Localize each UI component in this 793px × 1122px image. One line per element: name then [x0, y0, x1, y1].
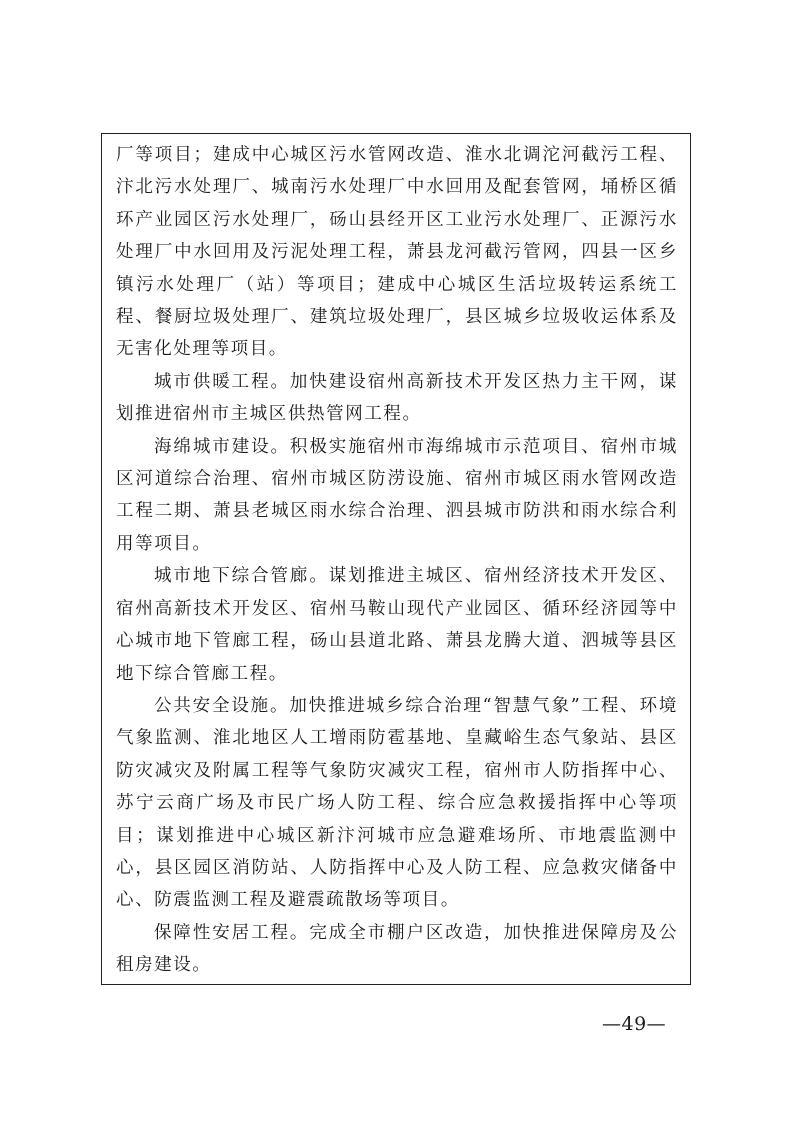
- paragraph-housing-project: 保障性安居工程。完成全市棚户区改造，加快推进保障房及公租房建设。: [116, 922, 678, 976]
- paragraph-continuation: 厂等项目；建成中心城区污水管网改造、淮水北调沱河截污工程、汴北污水处理厂、城南污水处理厂中水回用及配套管网，埇桥区循环产业园区污水处理厂，砀山县经开区工业污水处理厂、正源污水处理厂中水回用及污泥处理工程，萧县龙河截污管网，四县一区乡镇污水处理厂（站）等项目；建成中心城区生活垃圾转运系统工程、餐厨垃圾处理厂、建筑垃圾处理厂，县区城乡垃圾收运体系及无害化处理等项目。: [116, 145, 678, 360]
- content-frame: [101, 133, 691, 985]
- paragraph-sponge-city: 海绵城市建设。积极实施宿州市海绵城市示范项目、宿州市城区河道综合治理、宿州市城区防涝设施、宿州市城区雨水管网改造工程二期、萧县老城区雨水综合治理、泗县城市防洪和雨水综合利用等项目。: [116, 436, 678, 554]
- paragraph-utility-tunnel: 城市地下综合管廊。谋划推进主城区、宿州经济技术开发区、宿州高新技术开发区、宿州马鞍山现代产业园区、循环经济园等中心城市地下管廊工程，砀山县道北路、萧县龙腾大道、泗城等县区地下综合管廊工程。: [116, 566, 678, 684]
- paragraph-public-safety: 公共安全设施。加快推进城乡综合治理“智慧气象”工程、环境气象监测、淮北地区人工增雨防雹基地、皇藏峪生态气象站、县区防灾减灾及附属工程等气象防灾减灾工程，宿州市人防指挥中心、苏宁云商广场及市民广场人防工程、综合应急救援指挥中心等项目；谋划推进中心城区新汴河城市应急避难场所、市地震监测中心，县区园区消防站、人防指挥中心及人防工程、应急救灾储备中心、防震监测工程及避震疏散场等项目。: [116, 695, 678, 911]
- paragraph-heating-project: 城市供暖工程。加快建设宿州高新技术开发区热力主干网，谋划推进宿州市主城区供热管网工程。: [116, 371, 678, 425]
- page-number: —49—: [602, 1013, 667, 1035]
